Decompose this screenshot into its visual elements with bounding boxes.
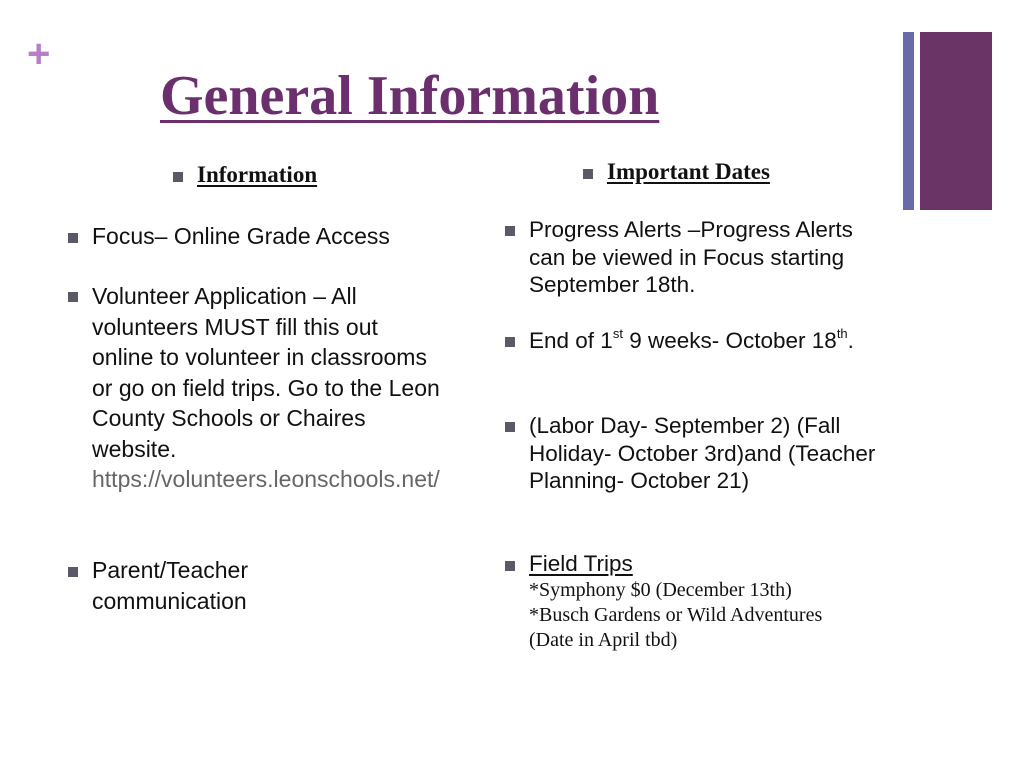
field-trip-symphony: *Symphony $0 (December 13th) <box>529 578 792 601</box>
information-heading: Information <box>197 162 318 187</box>
decorative-bar-thin <box>903 32 914 210</box>
volunteer-text: Volunteer Application – All volunteers MUST fill this out online to volunteer in classrooms or go on field trips. Go to the Leon County Schools or Chaires website. <box>92 283 440 462</box>
volunteer-link[interactable]: https://volunteers.leonschools.net/ <box>92 466 440 492</box>
end-sup-2: th <box>836 325 848 341</box>
bullet-icon <box>68 233 78 243</box>
list-item-parent-teacher: Parent/Teacher communication <box>92 557 248 614</box>
bullet-icon <box>505 422 515 432</box>
important-dates-heading: Important Dates <box>607 159 770 184</box>
plus-icon: + <box>27 32 51 76</box>
bullet-icon <box>68 292 78 302</box>
list-item-focus: Focus– Online Grade Access <box>92 223 390 249</box>
decorative-bar-thick <box>920 32 992 210</box>
list-item-field-trips <box>529 550 909 653</box>
slide-title: General Information <box>160 65 660 127</box>
list-item-end-of-9-weeks <box>529 327 869 355</box>
list-item-holidays: (Labor Day- September 2) (Fall Holiday- October 3rd)and (Teacher Planning- October 21) <box>529 413 876 493</box>
list-item-volunteer <box>92 281 444 495</box>
end-text-3: . <box>847 328 854 353</box>
field-trips-label: Field Trips <box>529 551 633 576</box>
bullet-icon <box>505 561 515 571</box>
bullet-icon <box>583 169 593 179</box>
bullet-icon <box>505 337 515 347</box>
end-sup-1: st <box>612 325 623 341</box>
bullet-icon <box>505 226 515 236</box>
list-item-progress: Progress Alerts –Progress Alerts can be viewed in Focus starting September 18th. <box>529 217 853 297</box>
end-text-2: 9 weeks- October 18 <box>622 328 837 353</box>
field-trip-busch: *Busch Gardens or Wild Adventures (Date in April tbd) <box>529 603 823 651</box>
bullet-icon <box>68 567 78 577</box>
end-text-1: End of 1 <box>529 328 613 353</box>
bullet-icon <box>173 172 183 182</box>
